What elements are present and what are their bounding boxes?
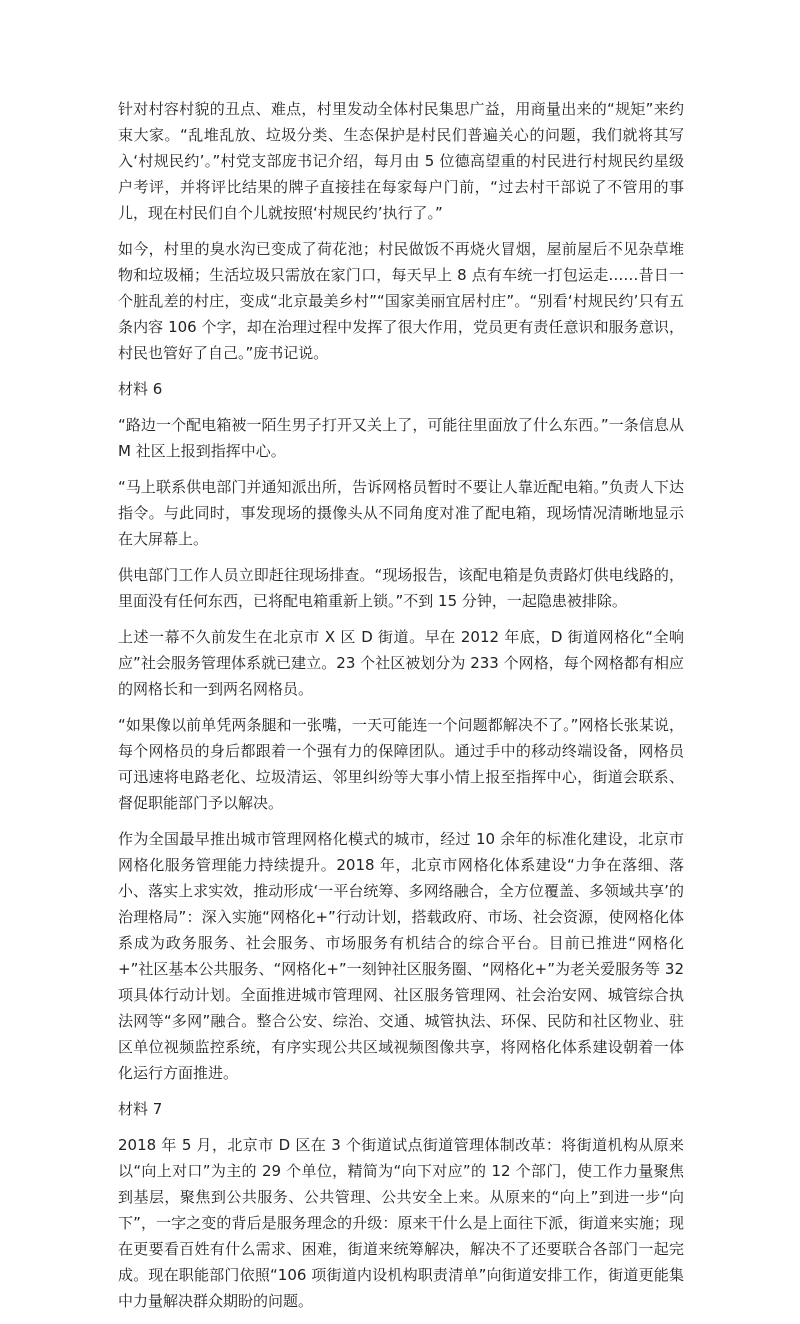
document-page [118, 96, 684, 1324]
paragraph-street-reform: 2018 年 5 月，北京市 D 区在 3 个街道试点街道管理体制改革：将街道机构从原来以“向上对口”为主的 29 个单位，精简为“向下对应”的 12 个部门，使工作力量聚焦到基层，聚焦到公共服务、公共管理、公共安全上来。从原来的“向上”到进一步“向下”，一字之变的背后是服务理念的升级：原来干什么是上面往下派，街道来实施；现在更要看百姓有什么需求、困难，街道来统筹解决，解决不了还要联合各部门一起完成。现在职能部门依照“106 项街道内设机构职责清单”向街道安排工作，街道更能集中力量解决群众期盼的问题。 [118, 1136, 684, 1310]
paragraph-village-rules: 针对村容村貌的丑点、难点，村里发动全体村民集思广益，用商量出来的“规矩”来约束大家。“乱堆乱放、垃圾分类、生态保护是村民们普遍关心的问题，我们就将其写入‘村规民约’。”村党支部庞书记介绍，每月由 5 位德高望重的村民进行村规民约星级户考评，并将评比结果的牌子直接挂在每家每户门前，“过去村干部说了不管用的事儿，现在村民们自个儿就按照‘村规民约’执行了。” [118, 100, 684, 222]
paragraph-beijing-grid: 作为全国最早推出城市管理网格化模式的城市，经过 10 余年的标准化建设，北京市网格化服务管理能力持续提升。2018 年，北京市网格化体系建设“力争在落细、落小、落实上求实效，推动形成‘一平台统筹、多网络融合，全方位覆盖、多领域共享’的治理格局”：深入实施“网格化+”行动计划，搭载政府、市场、社会资源，使网格化体系成为政务服务、社会服务、市场服务有机结合的综合平台。目前已推进“网格化+”社区基本公共服务、“网格化+”一刻钟社区服务圈、“网格化+”为老关爱服务等 32 项具体行动计划。全面推进城市管理网、社区服务管理网、社会治安网、城管综合执法网等“多网”融合。整合公安、综治、交通、城管执法、环保、民防和社区物业、驻区单位视频监控系统，有序实现公共区域视频图像共享，将网格化体系建设朝着一体化运行方面推进。 [118, 830, 684, 1082]
paragraph-grid-leader: “如果像以前单凭两条腿和一张嘴，一天可能连一个问题都解决不了。”网格长张某说，每个网格员的身后都跟着一个强有力的保障团队。通过手中的移动终端设备，网格员可迅速将电路老化、垃圾清运、邻里纠纷等大事小情上报至指挥中心，街道会联系、督促职能部门予以解决。 [118, 716, 684, 812]
paragraph-village-changes: 如今，村里的臭水沟已变成了荷花池；村民做饭不再烧火冒烟，屋前屋后不见杂草堆物和垃圾桶；生活垃圾只需放在家门口，每天早上 8 点有车统一打包运走……昔日一个脏乱差的村庄，变成“北京最美乡村”“国家美丽宜居村庄”。“别看‘村规民约’只有五条内容 106 个字，却在治理过程中发挥了很大作用，党员更有责任意识和服务意识，村民也管好了自己。”庞书记说。 [118, 240, 684, 362]
paragraph-d-street: 上述一幕不久前发生在北京市 X 区 D 街道。早在 2012 年底，D 街道网格化“全响应”社会服务管理体系就已建立。23 个社区被划分为 233 个网格，每个网格都有相应的网格长和一到两名网格员。 [118, 628, 684, 698]
paragraph-contact-power: “马上联系供电部门并通知派出所，告诉网格员暂时不要让人靠近配电箱。”负责人下达指令。与此同时，事发现场的摄像头从不同角度对准了配电箱，现场情况清晰地显示在大屏幕上。 [118, 478, 684, 548]
paragraph-distribution-box: “路边一个配电箱被一陌生男子打开又关上了，可能往里面放了什么东西。”一条信息从 M 社区上报到指挥中心。 [118, 416, 684, 460]
section-heading-material-7: 材料 7 [118, 1100, 163, 1118]
paragraph-inspection: 供电部门工作人员立即赶往现场排查。“现场报告，该配电箱是负责路灯供电线路的，里面没有任何东西，已将配电箱重新上锁。”不到 15 分钟，一起隐患被排除。 [118, 566, 684, 610]
section-heading-material-6: 材料 6 [118, 380, 163, 398]
